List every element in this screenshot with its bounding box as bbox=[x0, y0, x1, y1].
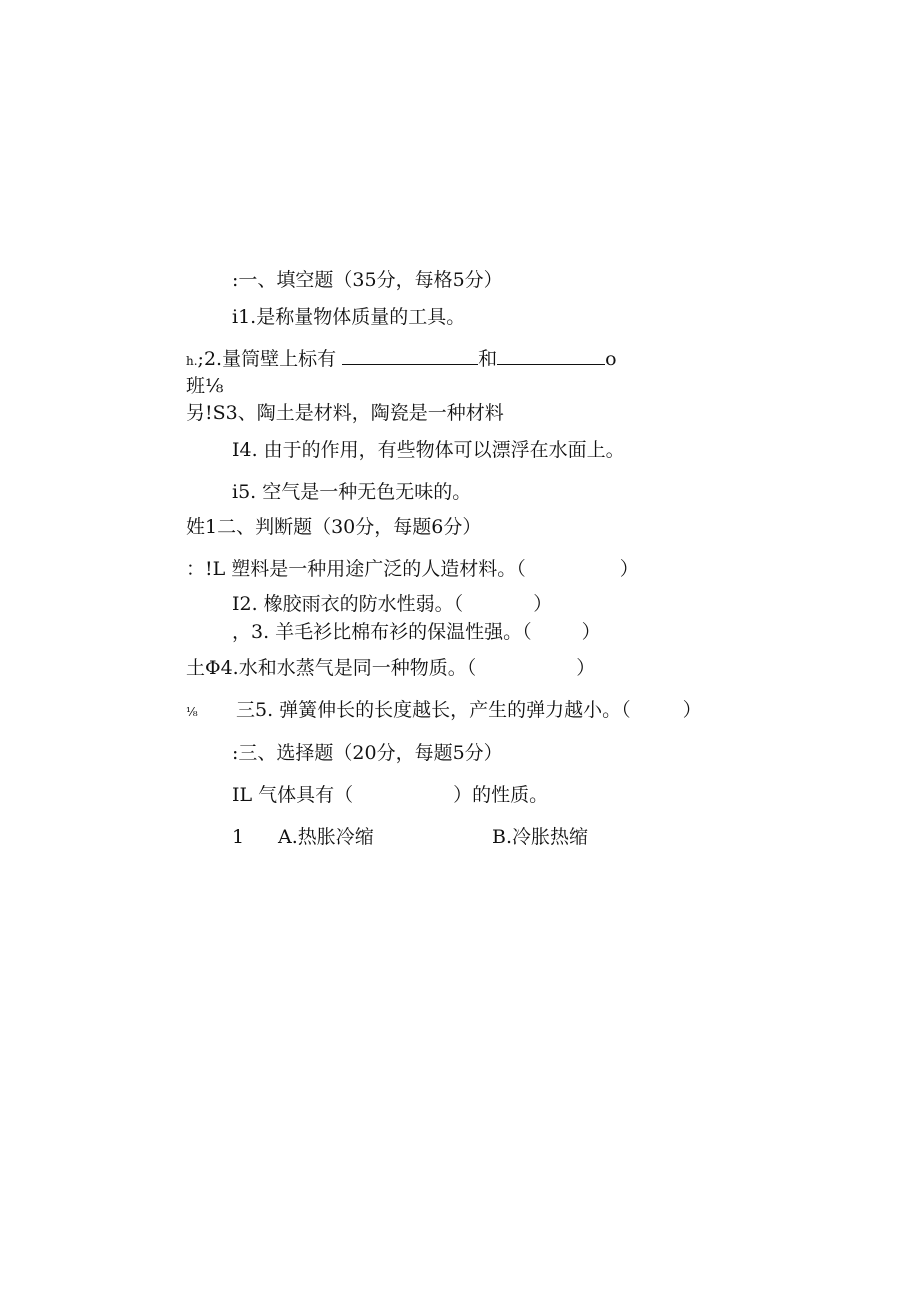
margin-mark: h. bbox=[186, 354, 198, 368]
section-2-heading: 姓1二、判断题（30分，每题6分） bbox=[186, 516, 482, 538]
judge-question-2 bbox=[232, 592, 552, 616]
close-paren: ） bbox=[619, 558, 639, 580]
question-suffix: ）的性质。 bbox=[453, 784, 549, 806]
question-text: ：!L 塑料是一种用途广泛的人造材料。（ bbox=[186, 558, 526, 580]
margin-class-label: 班⅛ bbox=[186, 375, 224, 397]
close-paren: ） bbox=[533, 593, 553, 615]
fill-question-1: i1.是称量物体质量的工具。 bbox=[232, 306, 466, 328]
close-paren: ） bbox=[581, 621, 601, 643]
question-text: ;2.量筒壁上标有 bbox=[197, 348, 337, 370]
judge-question-3 bbox=[232, 620, 601, 644]
question-text: IL 气体具有（ bbox=[232, 784, 354, 806]
fill-question-3: 另!S3、陶土是材料，陶瓷是一种材料 bbox=[186, 402, 504, 424]
question-text: I2. 橡胶雨衣的防水性弱。（ bbox=[232, 593, 464, 615]
answer-blank-2[interactable] bbox=[497, 346, 605, 365]
margin-mark: ⅛ bbox=[186, 705, 198, 719]
judge-question-1 bbox=[186, 557, 639, 581]
fill-question-2 bbox=[186, 346, 617, 373]
close-paren: ） bbox=[576, 657, 596, 679]
judge-question-5 bbox=[186, 698, 702, 724]
option-row-number: 1 bbox=[232, 826, 245, 848]
fill-question-4: I4. 由于的作用，有些物体可以漂浮在水面上。 bbox=[232, 439, 625, 461]
fill-question-5: i5. 空气是一种无色无味的。 bbox=[232, 481, 472, 503]
answer-blank-1[interactable] bbox=[342, 346, 478, 365]
question-text: 三5. 弹簧伸长的长度越长，产生的弹力越小。（ bbox=[236, 699, 631, 721]
option-b[interactable]: B.冷胀热缩 bbox=[492, 826, 589, 848]
choice-question-1 bbox=[232, 783, 548, 807]
question-text: ，3. 羊毛衫比棉布衫的保温性强。（ bbox=[232, 621, 532, 643]
conjunction: 和 bbox=[478, 348, 498, 370]
judge-question-4 bbox=[186, 656, 595, 680]
question-text: 土Φ4.水和水蒸气是同一种物质。（ bbox=[186, 657, 477, 679]
question-end: o bbox=[605, 348, 617, 370]
section-3-heading: :三、选择题（20分，每题5分） bbox=[232, 742, 503, 764]
option-a[interactable]: A.热胀冷缩 bbox=[278, 826, 374, 848]
choice-options-row bbox=[232, 825, 588, 849]
section-1-heading: :一、填空题（35分，每格5分） bbox=[232, 269, 503, 291]
close-paren: ） bbox=[682, 699, 702, 721]
